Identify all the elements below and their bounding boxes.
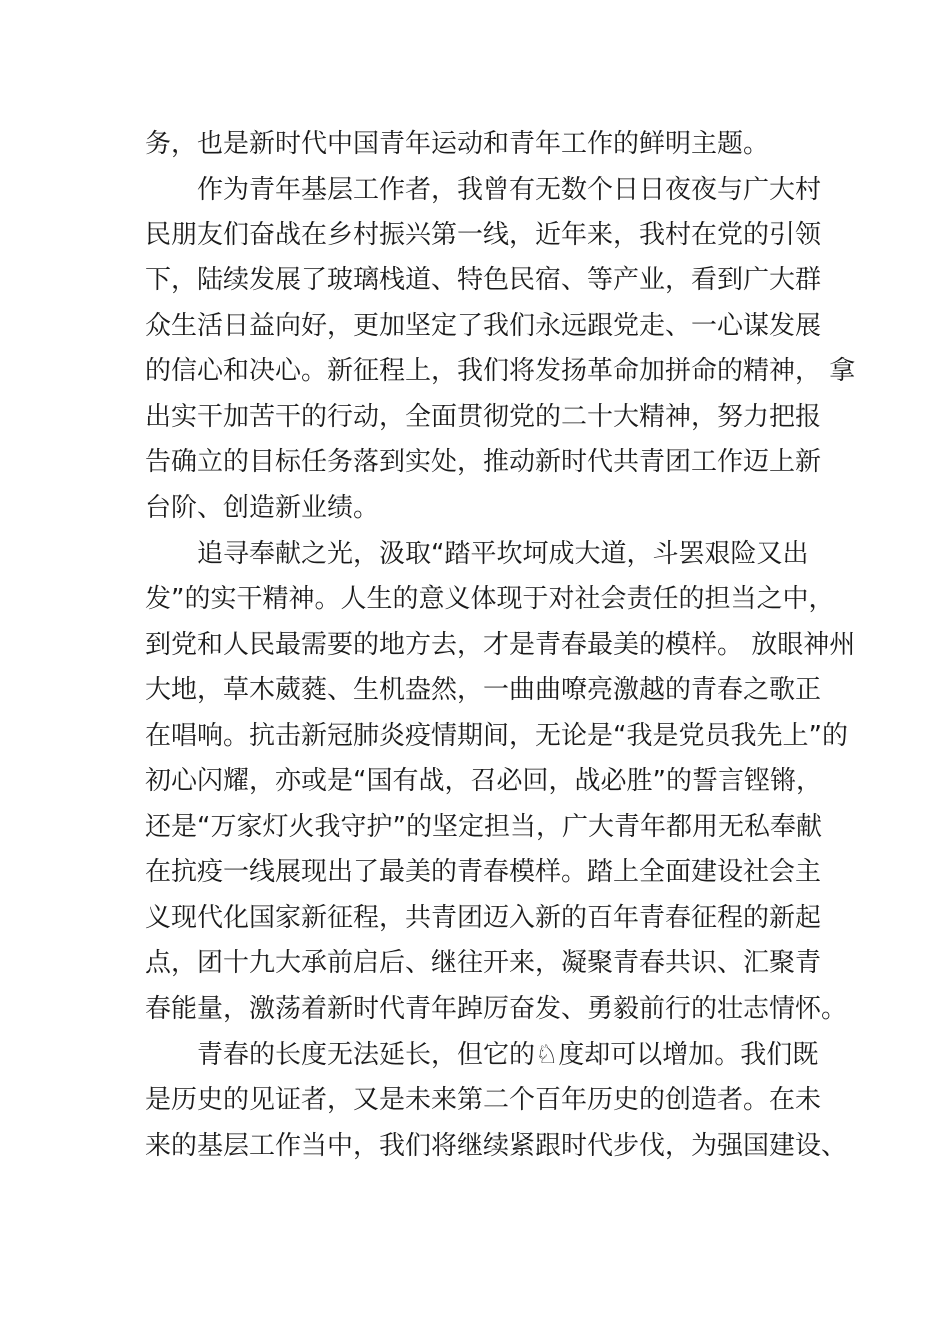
text-line-6: 的信心和决心。新征程上，我们将发扬革命加拼命的精神， 拿 <box>145 356 856 386</box>
text-line-10: 追寻奉献之光，汲取“踏平坎坷成大道，斗罢艰险又出 <box>197 539 809 569</box>
text-line-4: 下，陆续发展了玻璃栈道、特色民宿、等产业，看到广大群 <box>145 265 822 295</box>
text-line-22: 是历史的见证者，又是未来第二个百年历史的创造者。在未 <box>145 1085 822 1115</box>
text-line-3: 民朋友们奋战在乡村振兴第一线，近年来，我村在党的引领 <box>145 220 822 250</box>
text-line-9: 台阶、创造新业绩。 <box>145 493 380 523</box>
text-line-16: 还是“万家灯火我守护”的坚定担当，广大青年都用无私奉献 <box>145 812 822 842</box>
text-line-19: 点，团十九大承前启后、继往开来，凝聚青春共识、汇聚青 <box>145 948 822 978</box>
text-line-2: 作为青年基层工作者，我曾有无数个日日夜夜与广大村 <box>197 175 822 205</box>
text-line-1: 务，也是新时代中国青年运动和青年工作的鲜明主题。 <box>145 129 770 159</box>
text-line-20: 春能量，激荡着新时代青年踔厉奋发、勇毅前行的壮志情怀。 <box>145 994 848 1024</box>
text-line-8: 告确立的目标任务落到实处，推动新时代共青团工作迈上新 <box>145 447 822 477</box>
text-line-11: 发”的实干精神。人生的意义体现于对社会责任的担当之中， <box>145 584 835 614</box>
text-line-12: 到党和人民最需要的地方去，才是青春最美的模样。 放眼神州 <box>145 630 856 660</box>
text-line-23: 来的基层工作当中，我们将继续紧跟时代步伐，为强国建设、 <box>145 1131 848 1161</box>
text-line-7: 出实干加苦干的行动，全面贯彻党的二十大精神，努力把报 <box>145 402 822 432</box>
text-line-21: 青春的长度无法延长，但它的♘度却可以增加。我们既 <box>197 1040 819 1070</box>
text-line-15: 初心闪耀，亦或是“国有战，召必回，战必胜”的誓言铿锵， <box>145 766 822 796</box>
text-line-13: 大地，草木葳蕤、生机盎然，一曲曲嘹亮激越的青春之歌正 <box>145 675 822 705</box>
text-line-5: 众生活日益向好，更加坚定了我们永远跟党走、一心谋发展 <box>145 311 822 341</box>
text-line-14: 在唱响。抗击新冠肺炎疫情期间，无论是“我是党员我先上”的 <box>145 721 848 751</box>
text-line-18: 义现代化国家新征程，共青团迈入新的百年青春征程的新起 <box>145 903 822 933</box>
text-line-17: 在抗疫一线展现出了最美的青春模样。踏上全面建设社会主 <box>145 857 822 887</box>
